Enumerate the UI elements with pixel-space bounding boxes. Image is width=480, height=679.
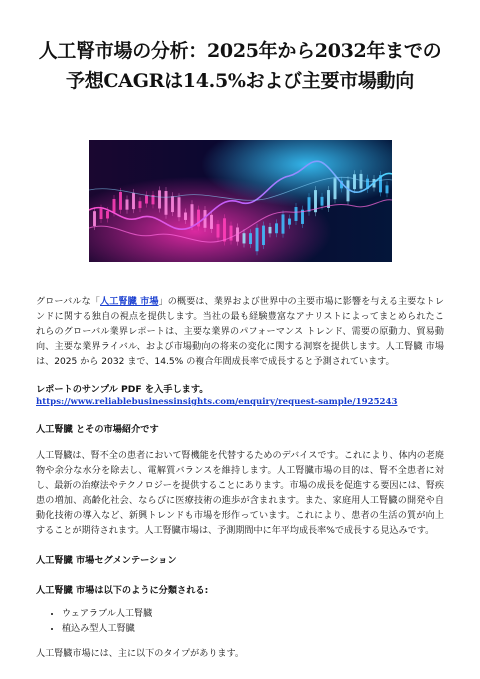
list-item: • ウェアラブル人工腎臓 [62, 607, 444, 622]
intro-text-after: 」の概要は、業界および世界中の主要市場に影響を与える主要なトレンドに関する独自の視点を提供します。当社の最も経験豊富なアナリストによってまとめられたこれらのグローバル業界レポートは、主要な業界のパフォーマンス トレンド、需要の原動力、貿易動向、主要な業界ライバル、および市場動向の将来の変化に関する洞察を提供します。人工腎臓 市場は、2025 から 2032 まで、14.5% の複合年間成長率で成長すると予測されています。 [36, 297, 444, 367]
intro-text-before: グローバルな「 [36, 297, 101, 307]
segmentation-subheading: 人工腎臓 市場は以下のように分類される: [36, 585, 209, 596]
sample-pdf-link[interactable]: https://www.reliablebusinessinsights.com/enquiry/request-sample/1925243 [36, 397, 398, 407]
candle-body [385, 185, 388, 193]
candle-body [281, 214, 284, 233]
candle-body [210, 215, 213, 229]
segment-list [36, 607, 444, 637]
hero-stock-chart-image [89, 140, 392, 262]
market-link[interactable]: 人工腎臓 市場 [100, 297, 159, 307]
candle-body [262, 226, 265, 245]
candle-body [119, 192, 122, 210]
candle-body [353, 174, 356, 189]
candle-body [249, 233, 252, 244]
candle-body [132, 193, 135, 209]
section-heading-intro: 人工腎臓 とその市場紹介です [36, 424, 159, 435]
market-intro-paragraph: 人工腎臓は、腎不全の患者において腎機能を代替するためのデバイスです。これにより、体内の老廃物や余分な水分を除去し、電解質バランスを維持します。人工腎臓市場の目的は、腎不全患者に対し、最新の治療法やテクノロジーを提供することにあります。市場の成長を促進する要因には、腎疾患の増加、高齢化社会、ならびに医療技術の進歩が含まれます。また、家庭用人工腎臓の開発や自動化技術の導入など、新興トレンドも市場を形作っています。これにより、患者の生活の質が向上することが期待されます。人工腎臓市場は、予測期間中に年平均成長率%で成長する見込みです。 [36, 451, 444, 536]
candle-body [138, 201, 141, 208]
candle-body [184, 213, 187, 220]
candle-body [106, 211, 109, 218]
candle-body [255, 228, 258, 251]
candle-body [307, 197, 310, 211]
sample-pdf-label: レポートのサンプル PDF を入手します。 [36, 384, 209, 395]
candle-body [112, 199, 115, 212]
candle-body [223, 218, 226, 241]
candle-body [177, 197, 180, 217]
list-item: • 植込み型人工腎臓 [62, 622, 444, 637]
section-heading-segmentation: 人工腎臓 市場セグメンテーション [36, 555, 177, 566]
candle-body [320, 197, 323, 206]
types-paragraph: 人工腎臓市場には、主に以下のタイプがあります。 [36, 649, 244, 659]
candle-body [346, 180, 349, 201]
candle-body [93, 211, 96, 226]
candle-body [171, 196, 174, 212]
candle-body [229, 226, 232, 241]
candle-body [275, 223, 278, 233]
candle-body [145, 195, 148, 203]
page-title: 人工腎市場の分析：2025年から2032年までの予想CAGRは14.5%および主要市場動向 [38, 40, 442, 92]
candle-body [288, 219, 291, 225]
candle-body [268, 227, 271, 233]
candle-body [333, 178, 336, 199]
intro-paragraph [36, 295, 444, 370]
candle-body [158, 190, 161, 208]
candle-body [190, 204, 193, 226]
candle-body [216, 224, 219, 237]
candle-body [242, 233, 245, 243]
candle-body [125, 199, 128, 209]
candle-body [359, 174, 362, 189]
candle-body [164, 191, 167, 215]
candle-body [99, 209, 102, 219]
candle-body [294, 207, 297, 221]
